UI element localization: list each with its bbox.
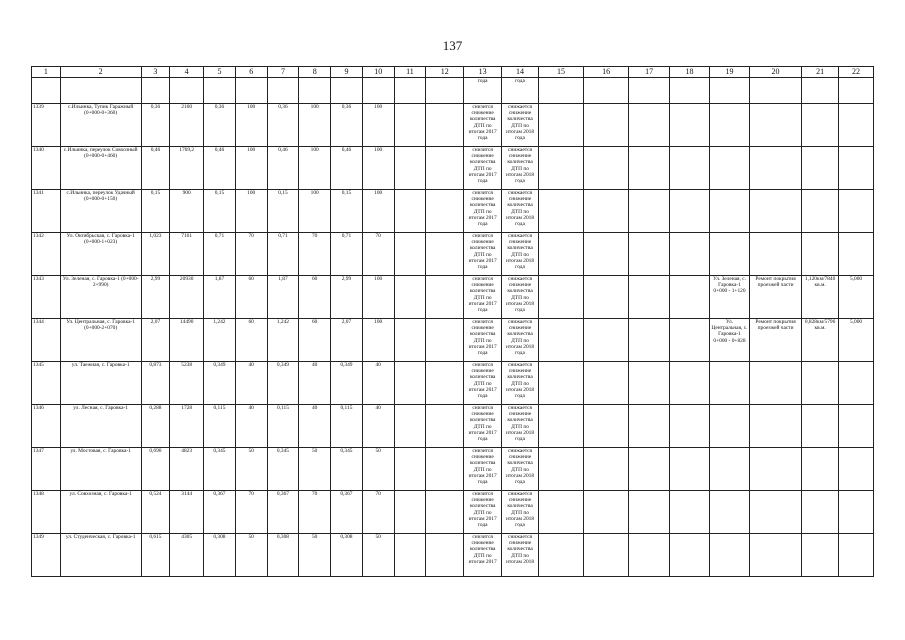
column-number: 1 — [32, 67, 61, 78]
cell-c12 — [426, 319, 464, 362]
cell-c16 — [584, 362, 629, 405]
cell-c9: 0,115 — [331, 405, 363, 448]
cell-c5: 0,36 — [204, 104, 236, 147]
cell-c6: 60 — [235, 276, 267, 319]
road-name: Ул. Октябрьская, с. Гаровка-1 (0+000-1+023) — [60, 233, 141, 276]
cell-c10: 40 — [362, 362, 394, 405]
road-name: с.Ильинка, переулок Совхозный (0+000-0+460) — [60, 147, 141, 190]
cell-c22 — [839, 233, 874, 276]
cell-c20: Ремонт покрытия проезжей части — [749, 319, 801, 362]
cell-c4: 3144 — [170, 491, 204, 534]
road-name: с.Ильинка, переулок Удачный (0+000-0+150) — [60, 190, 141, 233]
road-name: ул. Лесная, с. Гаровка-1 — [60, 405, 141, 448]
cell-c22 — [839, 448, 874, 491]
cell-c21 — [802, 147, 839, 190]
table-row — [32, 405, 874, 448]
cell-c20 — [749, 362, 801, 405]
table-row — [32, 491, 874, 534]
cell-c6: 100 — [235, 147, 267, 190]
cell-c11 — [394, 276, 426, 319]
cell-c14: снижается снижение количества ДТП по итогам 2018 года — [502, 491, 539, 534]
road-name: Ул. Центральная, с. Гаровка-1 (0+000-2+070) — [60, 319, 141, 362]
cell-c17 — [629, 534, 670, 577]
cell-c6: 70 — [235, 233, 267, 276]
cell-c21: 1,120км/7840 кв.м. — [802, 276, 839, 319]
cell-c5: 0,46 — [204, 147, 236, 190]
cell-c20 — [749, 405, 801, 448]
cell-c13: снизится снижение количества ДТП по итогам 2017 года — [464, 319, 502, 362]
column-number: 9 — [331, 67, 363, 78]
cell-c19 — [710, 534, 750, 577]
cell-c9: 2,07 — [331, 319, 363, 362]
cell-c18 — [670, 319, 710, 362]
cell-c15 — [538, 104, 583, 147]
cell-c9: 0,36 — [331, 104, 363, 147]
cell-c6: 100 — [235, 104, 267, 147]
cell-c12 — [426, 104, 464, 147]
cell-c13: снизится снижение количества ДТП по итогам 2017 года — [464, 491, 502, 534]
table-row — [32, 276, 874, 319]
cell-c8: 60 — [299, 319, 331, 362]
cell-c3: 2,07 — [141, 319, 170, 362]
cell-c6: 50 — [235, 448, 267, 491]
continuation-row — [32, 78, 874, 104]
road-name: ул. Совхозная, с. Гаровка-1 — [60, 491, 141, 534]
column-number: 6 — [235, 67, 267, 78]
cell-c14: снижается снижение количества ДТП по итогам 2018 — [502, 534, 539, 577]
cell-c10: 70 — [362, 233, 394, 276]
road-name: ул. Таежная, с. Гаровка-1 — [60, 362, 141, 405]
cell-c4: 900 — [170, 190, 204, 233]
cell-c19 — [710, 362, 750, 405]
cell-c17 — [629, 233, 670, 276]
cell-c17 — [629, 362, 670, 405]
cell-c16 — [584, 405, 629, 448]
table-row — [32, 534, 874, 577]
cell-c6: 60 — [235, 319, 267, 362]
cell-c22 — [839, 104, 874, 147]
cell-c20 — [749, 448, 801, 491]
cell-c7: 0,345 — [267, 448, 299, 491]
column-number: 12 — [426, 67, 464, 78]
cell-c21 — [802, 491, 839, 534]
continuation-c13: года — [464, 78, 502, 104]
cell-c17 — [629, 405, 670, 448]
road-name: с.Ильинка, Тупик Гаражный (0+000-0+360) — [60, 104, 141, 147]
cell-c7: 0,367 — [267, 491, 299, 534]
cell-c15 — [538, 362, 583, 405]
column-number: 16 — [584, 67, 629, 78]
cell-c19 — [710, 190, 750, 233]
row-number: 1347 — [32, 448, 61, 491]
cell-c5: 0,115 — [204, 405, 236, 448]
cell-c17 — [629, 448, 670, 491]
cell-c16 — [584, 319, 629, 362]
cell-c12 — [426, 147, 464, 190]
cell-c12 — [426, 362, 464, 405]
column-number: 21 — [802, 67, 839, 78]
cell-c19: Ул. Центральная, с. Гаровка-1 0+000 - 0+828 — [710, 319, 750, 362]
cell-c8: 100 — [299, 104, 331, 147]
cell-c20 — [749, 491, 801, 534]
cell-c4: 1728 — [170, 405, 204, 448]
cell-c9: 0,345 — [331, 448, 363, 491]
column-number: 8 — [299, 67, 331, 78]
cell-c15 — [538, 405, 583, 448]
cell-c8: 100 — [299, 190, 331, 233]
cell-c4: 2160 — [170, 104, 204, 147]
cell-c3: 0,690 — [141, 448, 170, 491]
cell-c7: 0,71 — [267, 233, 299, 276]
cell-c5: 0,367 — [204, 491, 236, 534]
column-number: 10 — [362, 67, 394, 78]
cell-c7: 0,349 — [267, 362, 299, 405]
table-row — [32, 448, 874, 491]
cell-c8: 70 — [299, 233, 331, 276]
cell-c5: 0,71 — [204, 233, 236, 276]
cell-c9: 2,99 — [331, 276, 363, 319]
cell-c6: 100 — [235, 190, 267, 233]
cell-c4: 7161 — [170, 233, 204, 276]
cell-c8: 100 — [299, 147, 331, 190]
row-number: 1340 — [32, 147, 61, 190]
cell-c10: 100 — [362, 190, 394, 233]
road-repair-table — [31, 66, 874, 577]
cell-c13: снизится снижение количества ДТП по итогам 2017 года — [464, 233, 502, 276]
cell-c12 — [426, 276, 464, 319]
cell-c13: снизится снижение количества ДТП по итогам 2017 года — [464, 362, 502, 405]
cell-c10: 100 — [362, 319, 394, 362]
cell-c13: снизится снижение количества ДТП по итогам 2017 года — [464, 405, 502, 448]
cell-c16 — [584, 491, 629, 534]
cell-c8: 70 — [299, 491, 331, 534]
cell-c8: 40 — [299, 405, 331, 448]
cell-c16 — [584, 448, 629, 491]
row-number: 1348 — [32, 491, 61, 534]
cell-c15 — [538, 448, 583, 491]
cell-c14: снижается снижение количества ДТП по итогам 2018 года — [502, 448, 539, 491]
column-number: 4 — [170, 67, 204, 78]
column-number: 22 — [839, 67, 874, 78]
cell-c4: 5238 — [170, 362, 204, 405]
cell-c18 — [670, 448, 710, 491]
cell-c21: 0,828км/5796 кв.м. — [802, 319, 839, 362]
cell-c11 — [394, 491, 426, 534]
cell-c17 — [629, 190, 670, 233]
cell-c13: снизится снижение количества ДТП по итогам 2017 года — [464, 147, 502, 190]
cell-c12 — [426, 448, 464, 491]
cell-c7: 0,115 — [267, 405, 299, 448]
cell-c5: 0,345 — [204, 448, 236, 491]
cell-c18 — [670, 534, 710, 577]
cell-c6: 40 — [235, 405, 267, 448]
cell-c10: 50 — [362, 448, 394, 491]
cell-c15 — [538, 233, 583, 276]
cell-c10: 100 — [362, 104, 394, 147]
cell-c3: 0,36 — [141, 104, 170, 147]
cell-c18 — [670, 405, 710, 448]
cell-c18 — [670, 491, 710, 534]
cell-c14: снижается снижение количества ДТП по итогам 2018 года — [502, 319, 539, 362]
cell-c5: 1,87 — [204, 276, 236, 319]
table-row — [32, 319, 874, 362]
cell-c15 — [538, 147, 583, 190]
road-name: ул. Студенческая, с. Гаровка-1 — [60, 534, 141, 577]
cell-c3: 0,46 — [141, 147, 170, 190]
cell-c14: снижается снижение количества ДТП по итогам 2018 года — [502, 405, 539, 448]
cell-c9: 0,15 — [331, 190, 363, 233]
cell-c11 — [394, 147, 426, 190]
column-number: 20 — [749, 67, 801, 78]
cell-c19 — [710, 233, 750, 276]
row-number: 1344 — [32, 319, 61, 362]
cell-c14: снижается снижение количества ДТП по итогам 2018 года — [502, 362, 539, 405]
table-row — [32, 104, 874, 147]
cell-c8: 40 — [299, 362, 331, 405]
cell-c22 — [839, 190, 874, 233]
cell-c3: 2,99 — [141, 276, 170, 319]
cell-c20 — [749, 104, 801, 147]
cell-c5: 0,308 — [204, 534, 236, 577]
cell-c3: 1,023 — [141, 233, 170, 276]
cell-c6: 50 — [235, 534, 267, 577]
cell-c19 — [710, 491, 750, 534]
row-number: 1343 — [32, 276, 61, 319]
cell-c22 — [839, 147, 874, 190]
table-row — [32, 233, 874, 276]
cell-c4: 1769,2 — [170, 147, 204, 190]
cell-c7: 0,36 — [267, 104, 299, 147]
cell-c18 — [670, 362, 710, 405]
cell-c15 — [538, 534, 583, 577]
cell-c17 — [629, 491, 670, 534]
cell-c20 — [749, 190, 801, 233]
column-number: 5 — [204, 67, 236, 78]
cell-c17 — [629, 319, 670, 362]
cell-c16 — [584, 147, 629, 190]
cell-c7: 1,87 — [267, 276, 299, 319]
cell-c6: 70 — [235, 491, 267, 534]
cell-c20 — [749, 534, 801, 577]
cell-c15 — [538, 190, 583, 233]
cell-c15 — [538, 276, 583, 319]
cell-c10: 100 — [362, 147, 394, 190]
column-number: 13 — [464, 67, 502, 78]
cell-c18 — [670, 276, 710, 319]
cell-c19 — [710, 147, 750, 190]
cell-c13: снизится снижение количества ДТП по итогам 2017 года — [464, 104, 502, 147]
cell-c11 — [394, 362, 426, 405]
cell-c9: 0,367 — [331, 491, 363, 534]
cell-c3: 0,15 — [141, 190, 170, 233]
cell-c22 — [839, 534, 874, 577]
cell-c13: снизится снижение количества ДТП по итогам 2017 года — [464, 276, 502, 319]
cell-c9: 0,308 — [331, 534, 363, 577]
row-number: 1349 — [32, 534, 61, 577]
cell-c5: 1,242 — [204, 319, 236, 362]
cell-c18 — [670, 190, 710, 233]
cell-c12 — [426, 190, 464, 233]
cell-c5: 0,15 — [204, 190, 236, 233]
page-number: 137 — [442, 38, 463, 53]
cell-c20 — [749, 233, 801, 276]
cell-c4: 4305 — [170, 534, 204, 577]
cell-c19 — [710, 104, 750, 147]
cell-c12 — [426, 233, 464, 276]
road-name: Ул. Зеленая, с. Гаровка-1 (0+000-2+990) — [60, 276, 141, 319]
column-number: 14 — [502, 67, 539, 78]
cell-c22: 5,000 — [839, 276, 874, 319]
cell-c14: снижается снижение количества ДТП по итогам 2018 года — [502, 147, 539, 190]
cell-c11 — [394, 405, 426, 448]
cell-c14: снижается снижение количества ДТП по итогам 2018 года — [502, 190, 539, 233]
cell-c3: 0,873 — [141, 362, 170, 405]
cell-c20 — [749, 147, 801, 190]
cell-c13: снизится снижение количества ДТП по итогам 2017 — [464, 534, 502, 577]
road-name: ул. Мостовая, с. Гаровка-1 — [60, 448, 141, 491]
cell-c21 — [802, 104, 839, 147]
cell-c16 — [584, 233, 629, 276]
cell-c5: 0,349 — [204, 362, 236, 405]
cell-c3: 0,288 — [141, 405, 170, 448]
column-number: 11 — [394, 67, 426, 78]
cell-c16 — [584, 104, 629, 147]
cell-c12 — [426, 491, 464, 534]
cell-c9: 0,71 — [331, 233, 363, 276]
table-row — [32, 190, 874, 233]
cell-c7: 0,308 — [267, 534, 299, 577]
cell-c19 — [710, 405, 750, 448]
row-number: 1341 — [32, 190, 61, 233]
cell-c15 — [538, 491, 583, 534]
cell-c4: 20930 — [170, 276, 204, 319]
cell-c14: снижается снижение количества ДТП по итогам 2018 года — [502, 233, 539, 276]
row-number: 1342 — [32, 233, 61, 276]
continuation-c14: года — [502, 78, 539, 104]
cell-c21 — [802, 233, 839, 276]
cell-c7: 1,242 — [267, 319, 299, 362]
cell-c8: 50 — [299, 448, 331, 491]
cell-c8: 60 — [299, 276, 331, 319]
cell-c21 — [802, 534, 839, 577]
cell-c13: снизится снижение количества ДТП по итогам 2017 года — [464, 448, 502, 491]
column-number: 17 — [629, 67, 670, 78]
cell-c18 — [670, 147, 710, 190]
cell-c11 — [394, 534, 426, 577]
cell-c11 — [394, 190, 426, 233]
cell-c14: снижается снижение количества ДТП по итогам 2018 года — [502, 104, 539, 147]
cell-c11 — [394, 319, 426, 362]
cell-c19: Ул. Зеленая, с. Гаровка-1 0+000 - 1+120 — [710, 276, 750, 319]
column-number: 2 — [60, 67, 141, 78]
cell-c15 — [538, 319, 583, 362]
cell-c18 — [670, 104, 710, 147]
cell-c9: 0,46 — [331, 147, 363, 190]
cell-c7: 0,46 — [267, 147, 299, 190]
cell-c10: 70 — [362, 491, 394, 534]
cell-c16 — [584, 276, 629, 319]
cell-c3: 0,524 — [141, 491, 170, 534]
data-rows — [32, 104, 874, 577]
cell-c13: снизится снижение количества ДТП по итогам 2017 года — [464, 190, 502, 233]
cell-c7: 0,15 — [267, 190, 299, 233]
cell-c9: 0,349 — [331, 362, 363, 405]
cell-c3: 0,615 — [141, 534, 170, 577]
cell-c16 — [584, 190, 629, 233]
cell-c4: 14490 — [170, 319, 204, 362]
row-number: 1346 — [32, 405, 61, 448]
cell-c21 — [802, 448, 839, 491]
cell-c22: 5,000 — [839, 319, 874, 362]
column-number: 18 — [670, 67, 710, 78]
column-number: 3 — [141, 67, 170, 78]
cell-c10: 50 — [362, 534, 394, 577]
cell-c10: 40 — [362, 405, 394, 448]
cell-c21 — [802, 362, 839, 405]
cell-c11 — [394, 104, 426, 147]
row-number: 1345 — [32, 362, 61, 405]
cell-c11 — [394, 448, 426, 491]
column-number: 15 — [538, 67, 583, 78]
cell-c19 — [710, 448, 750, 491]
cell-c8: 50 — [299, 534, 331, 577]
cell-c21 — [802, 190, 839, 233]
cell-c17 — [629, 147, 670, 190]
cell-c17 — [629, 276, 670, 319]
column-number-row — [32, 67, 874, 78]
cell-c16 — [584, 534, 629, 577]
cell-c6: 40 — [235, 362, 267, 405]
cell-c21 — [802, 405, 839, 448]
cell-c14: снижается снижение количества ДТП по итогам 2018 года — [502, 276, 539, 319]
column-number: 7 — [267, 67, 299, 78]
cell-c22 — [839, 362, 874, 405]
cell-c22 — [839, 405, 874, 448]
table-row — [32, 362, 874, 405]
cell-c18 — [670, 233, 710, 276]
cell-c10: 100 — [362, 276, 394, 319]
table-row — [32, 147, 874, 190]
cell-c20: Ремонт покрытия проезжей части — [749, 276, 801, 319]
cell-c12 — [426, 405, 464, 448]
cell-c17 — [629, 104, 670, 147]
row-number: 1339 — [32, 104, 61, 147]
cell-c12 — [426, 534, 464, 577]
cell-c4: 4823 — [170, 448, 204, 491]
cell-c11 — [394, 233, 426, 276]
column-number: 19 — [710, 67, 750, 78]
cell-c22 — [839, 491, 874, 534]
